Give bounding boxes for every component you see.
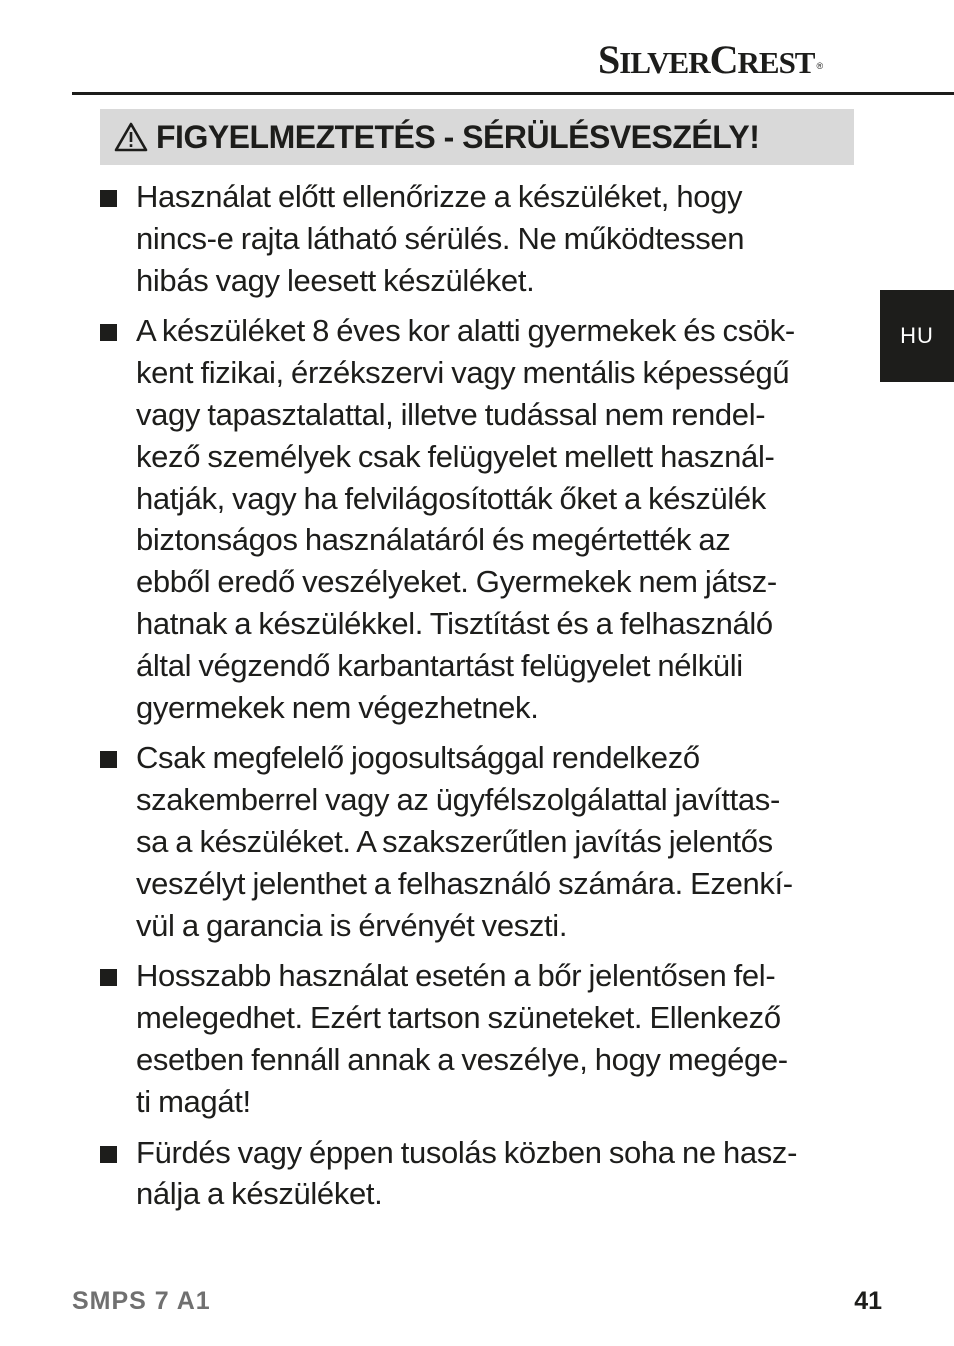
instruction-text-line: Hosszabb használat esetén a bőr jelentősen fel- xyxy=(136,958,776,994)
instruction-text-line: vagy tapasztalattal, illetve tudással nem rendel- xyxy=(136,396,766,432)
instruction-text-line: veszélyt jelenthet a felhasználó számára. Ezenkí- xyxy=(136,865,793,901)
language-tab xyxy=(880,290,954,382)
safety-instruction-item xyxy=(98,955,858,1122)
safety-instruction-item xyxy=(98,1132,858,1216)
square-bullet-icon xyxy=(100,969,117,986)
square-bullet-icon xyxy=(100,190,117,207)
instruction-text-line: Használat előtt ellenőrizze a készüléket, hogy xyxy=(136,179,743,214)
square-bullet-icon xyxy=(100,751,117,768)
safety-instruction-item xyxy=(98,737,858,946)
instruction-text-line: ti magát! xyxy=(136,1083,251,1119)
header-divider xyxy=(72,92,954,95)
brand-logo xyxy=(598,38,822,85)
instruction-text-line: sa a készüléket. A szakszerűtlen javítás jelentős xyxy=(136,823,773,859)
instruction-text-line: gyermekek nem végezhetnek. xyxy=(136,689,539,725)
square-bullet-icon xyxy=(100,324,117,341)
footer-page-number: 41 xyxy=(854,1287,882,1315)
instruction-text-line: nincs-e rajta látható sérülés. Ne működtessen xyxy=(136,220,745,256)
instruction-text-line: által végzendő karbantartást felügyelet nélküli xyxy=(136,647,743,683)
brand-initial-c: C xyxy=(709,37,738,82)
warning-banner xyxy=(100,109,854,165)
instruction-text-line: szakemberrel vagy az ügyfélszolgálattal javíttas- xyxy=(136,782,780,818)
instruction-text-line: Fürdés vagy éppen tusolás közben soha ne hasz- xyxy=(136,1134,798,1170)
instruction-text-line: hatnak a készülékkel. Tisztítást és a felhasználó xyxy=(136,605,773,641)
instruction-text-line: hatják, vagy ha felvilágosították őket a készülék xyxy=(136,480,766,516)
instruction-text-line: A készüléket 8 éves kor alatti gyermekek és csök- xyxy=(136,313,795,349)
registered-mark: ® xyxy=(816,61,823,71)
safety-instruction-item xyxy=(98,310,858,728)
instruction-text-line: ebből eredő veszélyeket. Gyermekek nem játsz- xyxy=(136,564,777,600)
brand-initial-s: S xyxy=(598,37,620,82)
instruction-text-line: hibás vagy leesett készüléket. xyxy=(136,262,535,298)
safety-instruction-item xyxy=(98,176,858,301)
safety-instruction-list xyxy=(98,176,858,1224)
instruction-text-line: biztonságos használatáról és megértették az xyxy=(136,522,731,558)
instruction-text-line: melegedhet. Ezért tartson szüneteket. Ellenkező xyxy=(136,1000,781,1036)
instruction-text-line: kező személyek csak felügyelet mellett használ- xyxy=(136,438,775,474)
instruction-text-line: kent fizikai, érzékszervi vagy mentális képességű xyxy=(136,355,790,391)
instruction-text-line: vül a garancia is érvényét veszti. xyxy=(136,907,568,943)
instruction-text-line: Csak megfelelő jogosultsággal rendelkező xyxy=(136,740,700,776)
warning-triangle-icon xyxy=(114,122,148,152)
brand-silver-rest: ILVER xyxy=(619,45,710,80)
square-bullet-icon xyxy=(100,1146,117,1163)
warning-title: FIGYELMEZTETÉS - SÉRÜLÉSVESZÉLY! xyxy=(156,119,760,155)
instruction-text-line: esetben fennáll annak a veszélye, hogy megége- xyxy=(136,1041,788,1077)
instruction-text-line: nálja a készüléket. xyxy=(136,1176,383,1212)
language-tab-label: HU xyxy=(900,323,934,348)
footer-model-number: SMPS 7 A1 xyxy=(72,1287,211,1315)
brand-crest-rest: REST xyxy=(737,45,815,80)
